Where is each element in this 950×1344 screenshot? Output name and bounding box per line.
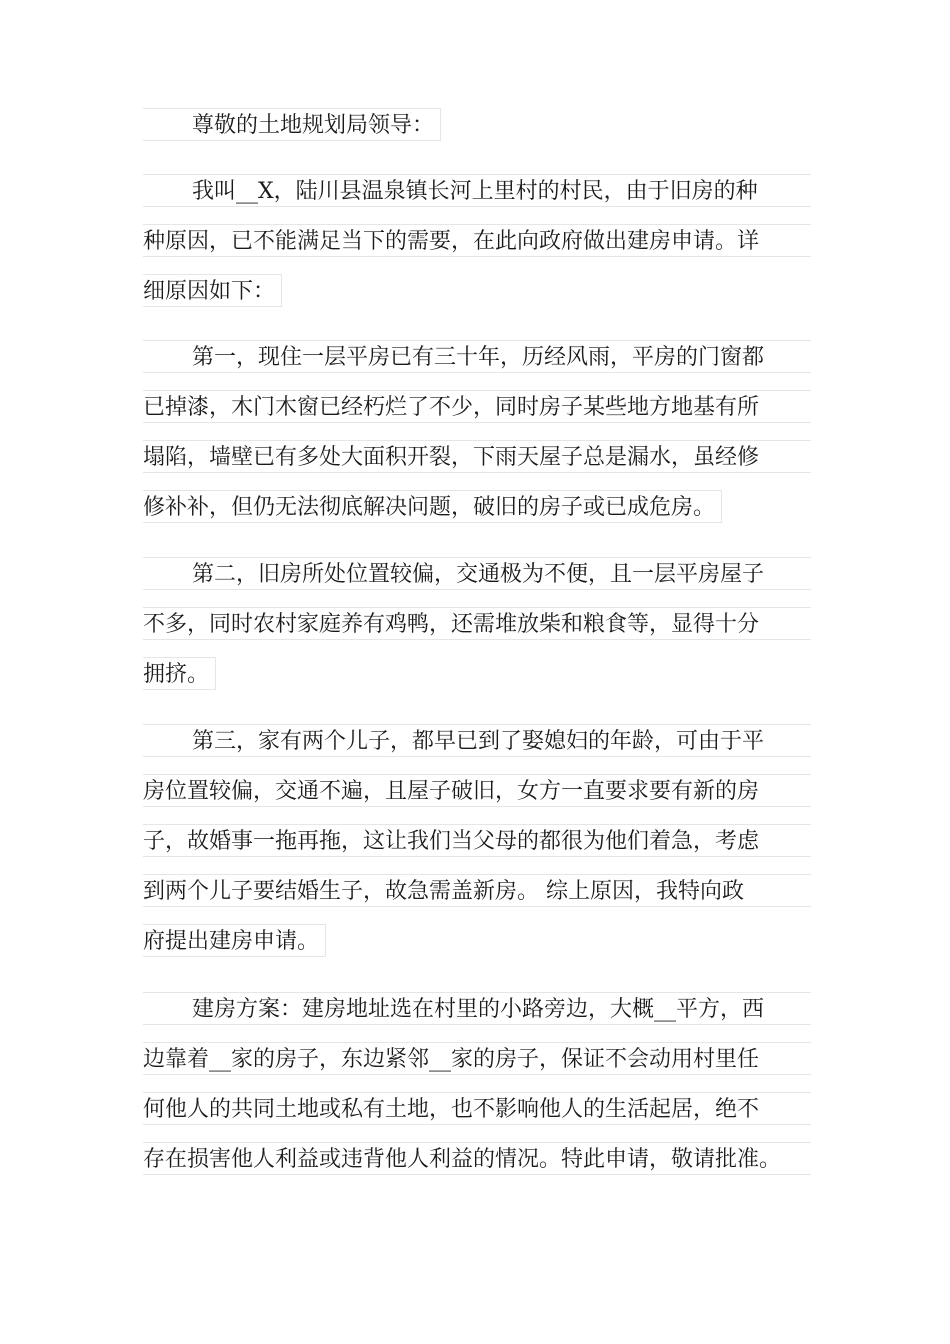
paragraph-line: 边靠着__家的房子，东边紧邻__家的房子，保证不会动用村里任 <box>143 1042 811 1075</box>
paragraph-line: 何他人的共同土地或私有土地，也不影响他人的生活起居，绝不 <box>143 1092 811 1125</box>
paragraph-line: 第三，家有两个儿子，都早已到了娶媳妇的年龄，可由于平 <box>143 724 811 757</box>
paragraph-line: 存在损害他人利益或违背他人利益的情况。特此申请，敬请批准。 <box>143 1142 811 1175</box>
paragraph-line: 不多，同时农村家庭养有鸡鸭，还需堆放柴和粮食等，显得十分 <box>143 607 811 640</box>
paragraph-line: 房位置较偏，交通不遍，且屋子破旧，女方一直要求要有新的房 <box>143 774 811 807</box>
paragraph-line: 拥挤。 <box>143 657 216 690</box>
paragraph-reason-2 <box>143 557 811 707</box>
paragraph-line: 第一，现住一层平房已有三十年，历经风雨，平房的门窗都 <box>143 340 811 373</box>
paragraph-reason-1 <box>143 340 811 540</box>
salutation: 尊敬的土地规划局领导： <box>143 108 441 141</box>
paragraph-line: 建房方案：建房地址选在村里的小路旁边，大概__平方，西 <box>143 992 811 1025</box>
paragraph-intro <box>143 174 811 324</box>
paragraph-line: 塌陷，墙壁已有多处大面积开裂，下雨天屋子总是漏水，虽经修 <box>143 440 811 473</box>
paragraph-line: 已掉漆，木门木窗已经朽烂了不少，同时房子某些地方地基有所 <box>143 390 811 423</box>
paragraph-line: 子，故婚事一拖再拖，这让我们当父母的都很为他们着急，考虑 <box>143 824 811 857</box>
paragraph-line: 修补补，但仍无法彻底解决问题，破旧的房子或已成危房。 <box>143 490 722 523</box>
paragraph-reason-3 <box>143 724 811 974</box>
paragraph-plan <box>143 992 811 1192</box>
paragraph-line: 细原因如下： <box>143 274 282 307</box>
paragraph-line: 府提出建房申请。 <box>143 924 326 957</box>
paragraph-line: 第二，旧房所处位置较偏，交通极为不便，且一层平房屋子 <box>143 557 811 590</box>
paragraph-line: 到两个儿子要结婚生子，故急需盖新房。 综上原因，我特向政 <box>143 874 811 907</box>
salutation-block <box>143 108 811 158</box>
paragraph-line: 我叫__X，陆川县温泉镇长河上里村的村民，由于旧房的种 <box>143 174 811 207</box>
paragraph-line: 种原因，已不能满足当下的需要，在此向政府做出建房申请。详 <box>143 224 811 257</box>
